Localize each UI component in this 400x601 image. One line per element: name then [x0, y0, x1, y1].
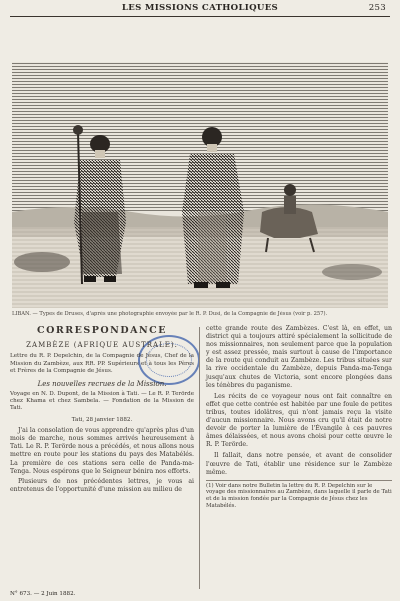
- letter-summary: Voyage en N. D. Dupont, de la Mission à Tati. — Le R. P. Terörde chez Khama et chez Sambela. — Fondation de la Mission de Tati.: [10, 390, 194, 411]
- letter-heading: Lettre du R. P. Depelchin, de la Compagnie de Jésus, Chef de la Mission du Zambèze, aux RR. PP. Supérieurs et à tous les Pères et Frères de la Compagnie de Jésus.: [10, 353, 194, 374]
- right-paragraph-3: Il fallait, dans notre pensée, et avant de consolider l'œuvre de Tati, établir une résidence sur le Zambèze même.: [206, 452, 392, 476]
- engraving-illustration: [12, 62, 388, 308]
- section-title: CORRESPONDANCE: [37, 325, 167, 336]
- page-number: 253: [368, 3, 386, 13]
- left-column: [10, 325, 194, 494]
- page-header: [10, 3, 390, 17]
- left-paragraph-2: Plusieurs de nos précédentes lettres, je vous ai entretenus de l'opportunité d'une mission au milieu de: [10, 477, 194, 493]
- column-divider: [199, 327, 200, 589]
- left-paragraph-1: J'ai la consolation de vous apprendre qu'après plus d'un mois de marche, nous sommes arrivés heureusement à Tati. Le R. P. Terörde nous a précédés, et nous allons nous mettre en route pour les stations du pays des Matabélés. La première de ces stations sera celle de Panda-ma-Tenga. Nous espérons que le Seigneur bénira nos efforts.: [10, 427, 194, 475]
- right-paragraph-1: cette grande route des Zambèzes. C'est là, en effet, un district qui a toujours attiré spécialement la sollicitude de nos missionnaires, non seulement parce que la population y est assez pressée, mais surtout à cause de l'importance de la route qui conduit au Zambèze. Les tribus situées sur la rive occidentale du Zambèze, depuis Panda-ma-Tenga jusqu'aux chutes de Victoria, sont encore plongées dans les ténèbres du paganisme.: [206, 325, 392, 389]
- letter-location: ZAMBÈZE (AFRIQUE AUSTRALE).: [26, 341, 178, 350]
- letter-date: Tati, 28 janvier 1882.: [71, 417, 133, 424]
- news-title: Les nouvelles recrues de la Mission.: [37, 380, 167, 389]
- footnote: (1) Voir dans notre Bulletin la lettre du R. P. Depelchin sur le voyage des missionnaires au Zambèze, dans laquelle il parle de Tati et de la mission fondée par la Compagnie de Jésus chez les Matabélés.: [206, 480, 392, 510]
- right-paragraph-2: Les récits de ce voyageur nous ont fait connaître en effet que cette contrée est habitée par une foule de petites tribus, toutes idolâtres, qui n'ont jamais reçu la visite d'aucun missionnaire. Nous avons cru qu'il était de notre devoir de porter la lumière de l'Évangile à ces pauvres âmes délaissées, et nous avons choisi pour cette œuvre le R. P. Terörde.: [206, 392, 392, 449]
- journal-title: LES MISSIONS CATHOLIQUES: [121, 3, 279, 13]
- right-column: [206, 325, 392, 510]
- issue-footer: N° 673. — 2 Juin 1882.: [10, 591, 76, 597]
- illustration-caption: LIBAN. — Types de Druses, d'après une photographie envoyée par le R. P. Dusi, de la Compagnie de Jésus (voir p. 257).: [12, 311, 328, 317]
- header-rule: [10, 16, 390, 17]
